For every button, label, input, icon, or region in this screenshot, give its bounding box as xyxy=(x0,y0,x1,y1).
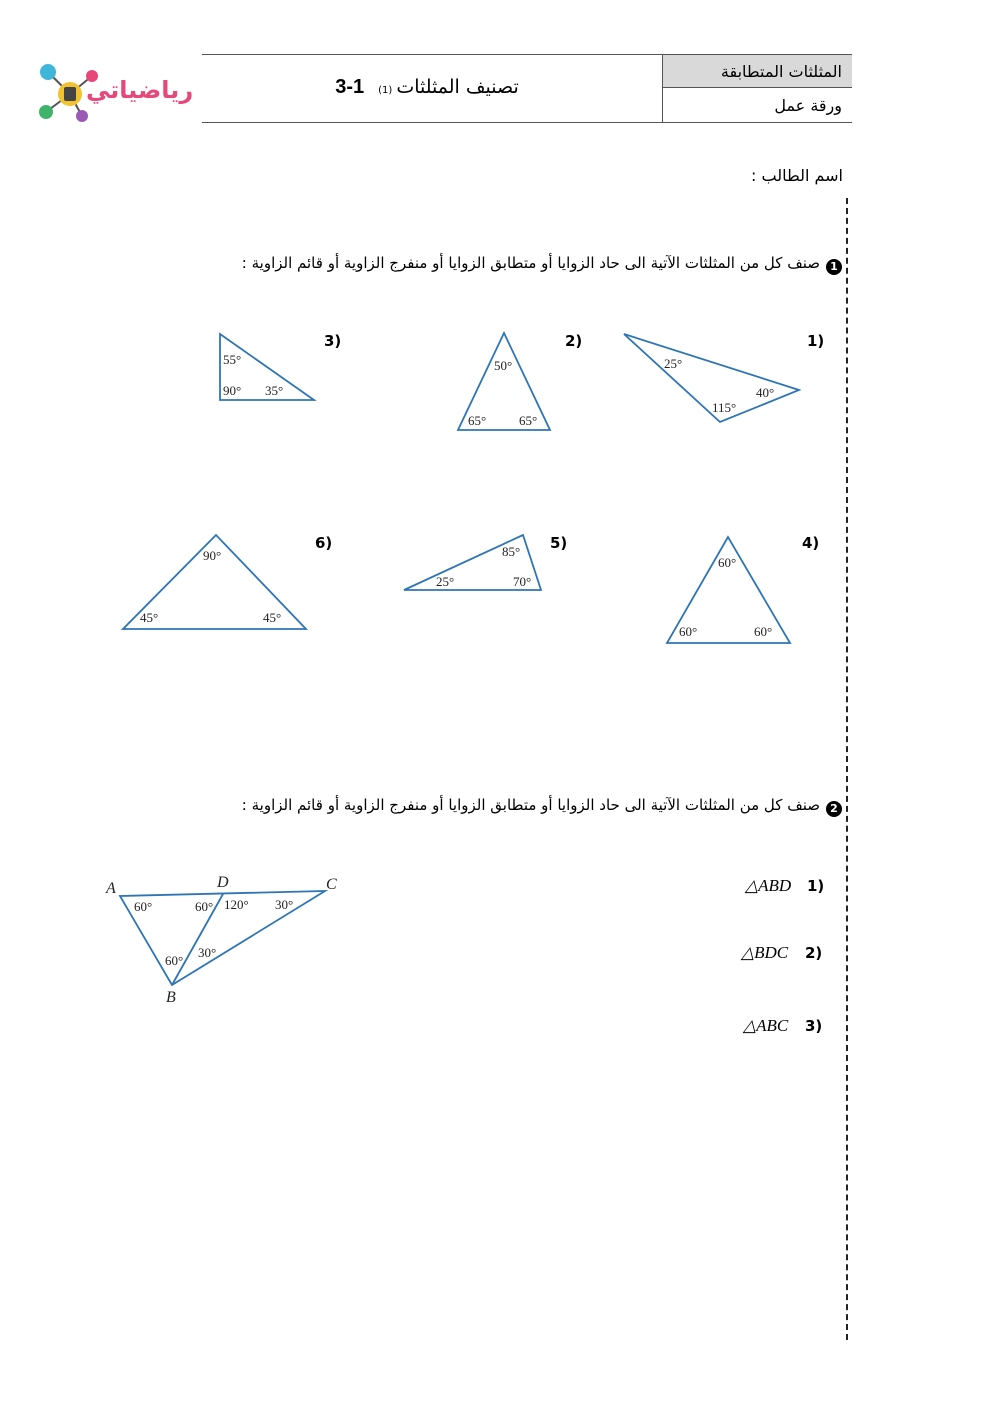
t6-angle-left: 45° xyxy=(140,610,159,625)
vertex-d: D xyxy=(217,874,229,891)
q2-item-label-2: 2) xyxy=(805,944,823,962)
lesson-number: 3-1 xyxy=(335,76,365,98)
t2-angle-top: 50° xyxy=(494,358,513,373)
t5-angle-top: 85° xyxy=(502,544,521,559)
t3-angle-right-angle: 90° xyxy=(223,383,242,398)
q1-item-label-2: 2) xyxy=(565,332,583,350)
q1-item-label-4: 4) xyxy=(802,534,820,552)
t4-angle-left: 60° xyxy=(679,624,698,639)
q2-item-triangle-1: △ABD xyxy=(745,876,792,895)
t5-angle-right: 70° xyxy=(513,574,532,589)
fig-angle-adb: 60° xyxy=(195,899,214,914)
question-1-bullet: 1 xyxy=(826,259,842,275)
vertex-b: B xyxy=(166,989,176,1006)
question-1-text: صنف كل من المثلثات الآتية الى حاد الزوايا أو متطابق الزوايا أو منفرج الزاوية أو قائم الزاوية : xyxy=(241,254,820,272)
sheet-type: ورقة عمل xyxy=(774,96,842,115)
fig-angle-a: 60° xyxy=(134,899,153,914)
q1-item-label-1: 1) xyxy=(807,332,825,350)
t3-angle-bottom: 35° xyxy=(265,383,284,398)
t1-angle-a: 25° xyxy=(664,356,683,371)
lesson-part: (1) xyxy=(378,85,393,96)
t1-angle-c: 115° xyxy=(712,400,737,415)
t2-angle-right: 65° xyxy=(519,413,538,428)
t1-angle-b: 40° xyxy=(756,385,775,400)
logo-text: رياضياتي xyxy=(86,76,194,104)
student-name-label: اسم الطالب : xyxy=(751,166,843,185)
t3-angle-top: 55° xyxy=(223,352,242,367)
question-2-bullet: 2 xyxy=(826,801,842,817)
fig-angle-c: 30° xyxy=(275,897,294,912)
fig-angle-bdc: 120° xyxy=(224,897,249,912)
q1-item-label-6: 6) xyxy=(315,534,333,552)
q1-item-label-3: 3) xyxy=(324,332,342,350)
q2-item-label-1: 1) xyxy=(807,877,825,895)
fig-angle-abd: 60° xyxy=(165,953,184,968)
t6-angle-top: 90° xyxy=(203,548,222,563)
chapter-title: المثلثات المتطابقة xyxy=(720,62,842,81)
vertex-a: A xyxy=(106,880,116,897)
question-2-text: صنف كل من المثلثات الآتية الى حاد الزوايا أو متطابق الزوايا أو منفرج الزاوية أو قائم الزاوية : xyxy=(241,796,820,814)
lesson-title-text: تصنيف المثلثات xyxy=(396,76,519,98)
q2-item-label-3: 3) xyxy=(805,1017,823,1035)
q1-item-label-5: 5) xyxy=(550,534,568,552)
question-2-instruction xyxy=(160,796,842,817)
t5-angle-left: 25° xyxy=(436,574,455,589)
t6-angle-right: 45° xyxy=(263,610,282,625)
t4-angle-top: 60° xyxy=(718,555,737,570)
vertex-c: C xyxy=(326,876,337,893)
t4-angle-right: 60° xyxy=(754,624,773,639)
q2-item-triangle-3: △ABC xyxy=(743,1016,789,1035)
fig-angle-dbc: 30° xyxy=(198,945,217,960)
t2-angle-left: 65° xyxy=(468,413,487,428)
q2-item-triangle-2: △BDC xyxy=(741,943,789,962)
